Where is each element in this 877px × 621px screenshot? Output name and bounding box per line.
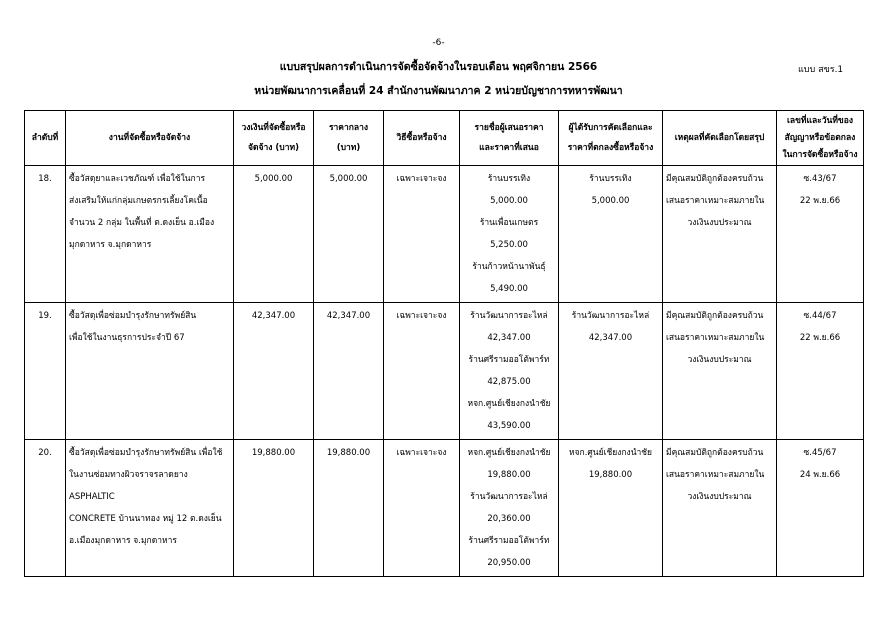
bidder-price: 19,880.00 (487, 470, 531, 480)
row-bidders (460, 303, 559, 440)
row-median-price: 42,347.00 (314, 303, 384, 440)
header-work: งานที่จัดซื้อหรือจัดจ้าง (66, 111, 234, 166)
bidder-name: ร้านศรีรามออโต้พาร์ท (468, 355, 550, 365)
row-selected: ร้านวัฒนาการอะไหล่ 42,347.00 (559, 303, 663, 440)
bidder-price: 20,360.00 (487, 514, 531, 524)
bidder-price: 5,250.00 (490, 240, 528, 250)
row-method: เฉพาะเจาะจง (384, 303, 460, 440)
row-no: 19. (25, 303, 66, 440)
row-work: ซื้อวัสดุเพื่อซ่อมบำรุงรักษาทรัพย์สิน เพื่อใช้ในงานธุรการประจำปี 67 (66, 303, 234, 440)
document-title: แบบสรุปผลการดำเนินการจัดซื้อจัดจ้างในรอบเดือน พฤศจิกายน 2566 (279, 61, 598, 73)
bidder-price: 42,347.00 (487, 333, 531, 343)
row-bidders (460, 166, 559, 303)
bidder-price: 5,000.00 (490, 196, 528, 206)
bidder-name: ร้านเพื่อนเกษตร (479, 218, 539, 228)
row-work: ซื้อวัสดุยาและเวชภัณฑ์ เพื่อใช้ในการ ส่งเสริมให้แก่กลุ่มเกษตรกรเลี้ยงโคเนื้อ จำนวน 2 กลุ่ม ในพื้นที่ ต.ดงเย็น อ.เมือง มุกดาหาร จ.มุกดาหาร (66, 166, 234, 303)
bidder-name: ร้านก้าวหน้านาพันธุ์ (472, 262, 546, 272)
header-row (25, 111, 864, 166)
bidder-name: ร้านศรีรามออโต้พาร์ท (468, 536, 550, 546)
header-contract: เลขที่และวันที่ของ สัญญาหรือข้อตกลง ในการจัดซื้อหรือจ้าง (777, 111, 864, 166)
row-method: เฉพาะเจาะจง (384, 166, 460, 303)
row-contract: ซ.45/67 24 พ.ย.66 (777, 440, 864, 577)
bidder-price: 43,590.00 (487, 421, 531, 431)
bidder-price: 20,950.00 (487, 558, 531, 568)
row-budget: 42,347.00 (234, 303, 314, 440)
header-bidders: รายชื่อผู้เสนอราคา และราคาที่เสนอ (460, 111, 559, 166)
bidder-name: ร้านวัฒนาการอะไหล่ (470, 311, 548, 321)
header-budget: วงเงินที่จัดซื้อหรือ จัดจ้าง (บาท) (234, 111, 314, 166)
row-no: 18. (25, 166, 66, 303)
header-method: วิธีซื้อหรือจ้าง (384, 111, 460, 166)
row-selected: หจก.ศูนย์เชียงกงนำชัย 19,880.00 (559, 440, 663, 577)
bidder-name: ร้านบรรเทิง (487, 174, 531, 184)
row-bidders (460, 440, 559, 577)
page-number: -6- (432, 38, 445, 48)
form-code: แบบ สขร.1 (798, 65, 844, 75)
row-reason: มีคุณสมบัติถูกต้องครบถ้วน เสนอราคาเหมาะสมภายใน วงเงินงบประมาณ (663, 166, 777, 303)
header-no: ลำดับที่ (25, 111, 66, 166)
row-median-price: 5,000.00 (314, 166, 384, 303)
row-no: 20. (25, 440, 66, 577)
header-reason: เหตุผลที่คัดเลือกโดยสรุป (663, 111, 777, 166)
row-selected: ร้านบรรเทิง 5,000.00 (559, 166, 663, 303)
header-median-price: ราคากลาง (บาท) (314, 111, 384, 166)
document-subtitle: หน่วยพัฒนาการเคลื่อนที่ 24 สำนักงานพัฒนาภาค 2 หน่วยบัญชาการทหารพัฒนา (254, 85, 623, 97)
row-work: ซื้อวัสดุเพื่อซ่อมบำรุงรักษาทรัพย์สิน เพื่อใช้ ในงานซ่อมทางผิวจราจรลาดยาง ASPHALTIC CONCRETE บ้านนาทอง หมู่ 12 ต.ดงเย็น อ.เมืองมุกดาหาร จ.มุกดาหาร (66, 440, 234, 577)
header-selected: ผู้ได้รับการคัดเลือกและ ราคาที่ตกลงซื้อหรือจ้าง (559, 111, 663, 166)
bidder-name: ร้านวัฒนาการอะไหล่ (470, 492, 548, 502)
procurement-table (24, 110, 864, 577)
row-reason: มีคุณสมบัติถูกต้องครบถ้วน เสนอราคาเหมาะสมภายใน วงเงินงบประมาณ (663, 440, 777, 577)
bidder-price: 5,490.00 (490, 284, 528, 294)
table-row (25, 440, 864, 577)
row-contract: ซ.44/67 22 พ.ย.66 (777, 303, 864, 440)
bidder-name: หจก.ศูนย์เชียงกงนำชัย (467, 448, 551, 458)
row-median-price: 19,880.00 (314, 440, 384, 577)
row-method: เฉพาะเจาะจง (384, 440, 460, 577)
bidder-price: 42,875.00 (487, 377, 531, 387)
row-reason: มีคุณสมบัติถูกต้องครบถ้วน เสนอราคาเหมาะสมภายใน วงเงินงบประมาณ (663, 303, 777, 440)
row-contract: ซ.43/67 22 พ.ย.66 (777, 166, 864, 303)
table-row (25, 166, 864, 303)
table-row (25, 303, 864, 440)
bidder-name: หจก.ศูนย์เชียงกงนำชัย (467, 399, 551, 409)
row-budget: 5,000.00 (234, 166, 314, 303)
row-budget: 19,880.00 (234, 440, 314, 577)
